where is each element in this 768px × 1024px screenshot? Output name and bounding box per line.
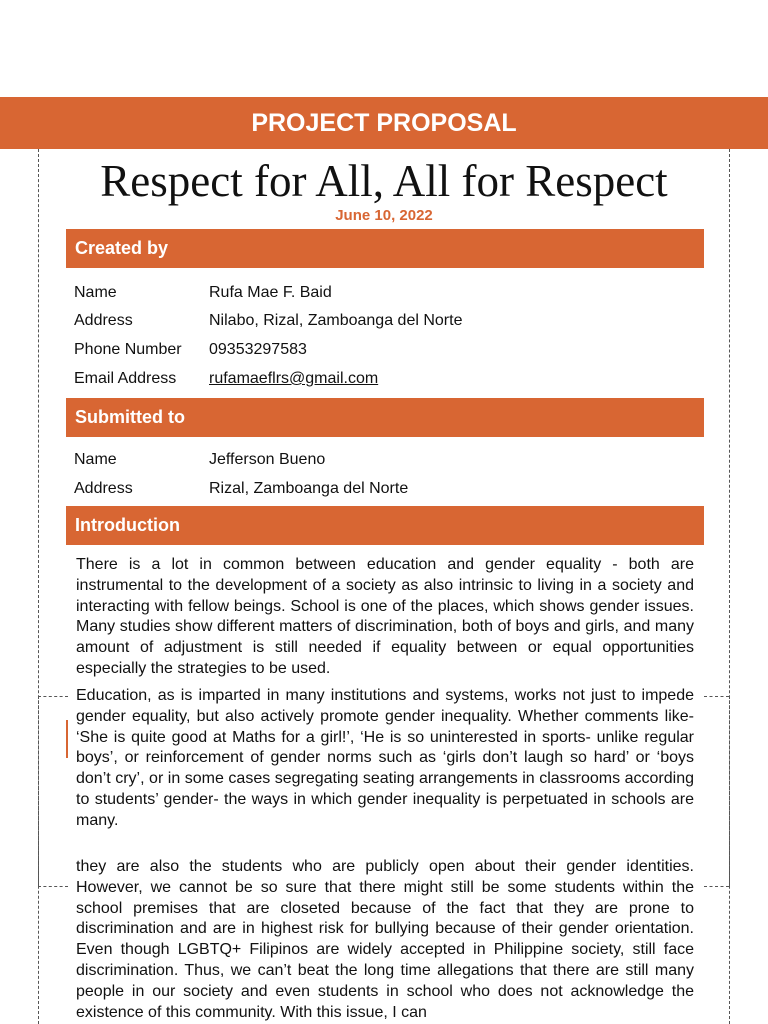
creator-phone-value: 09353297583: [209, 341, 307, 358]
creator-email-label: Email Address: [74, 370, 177, 387]
creator-name-value: Rufa Mae F. Baid: [209, 284, 332, 301]
introduction-paragraph-3: they are also the students who are publicly open about their gender identities. However, we cannot be so sure that there might still be some students within the school premises that are closeted because of the fact that they are prone to discrimination and are in highest risk for bullying because of their gender orientation. Even though LGBTQ+ Filipinos are widely accepted in Philippine society, still face discrimination. Thus, we can’t beat the long time allegations that there are still many people in our society and even students in school who does not acknowledge the existence of this community. With this issue, I can: [76, 858, 694, 1021]
creator-name-label: Name: [74, 284, 117, 301]
frame-top-right-dash: [704, 696, 729, 697]
submitted-to-heading-label: Submitted to: [75, 407, 185, 427]
created-by-heading-label: Created by: [75, 238, 169, 258]
submitted-to-heading: [66, 398, 704, 437]
text-cursor-marker: [66, 720, 68, 758]
frame-left-line: [38, 149, 39, 1024]
document-date: June 10, 2022: [335, 207, 433, 224]
frame-bottom-right-dash: [704, 886, 729, 887]
frame-right-line: [729, 149, 730, 1024]
introduction-paragraph-1: There is a lot in common between education and gender equality - both are instrumental to the development of a society as also intrinsic to living in a society and interacting with fellow beings. School is one of the places, which shows gender issues. Many studies show different matters of discrimination, both of boys and girls, and many amount of adjustment is still needed if equality between or equal opportunities especially the strategies to be used.: [76, 556, 694, 677]
creator-address-label: Address: [74, 312, 133, 329]
proposal-header-bar: [0, 97, 768, 149]
frame-top-left-dash: [38, 696, 68, 697]
recipient-name-label: Name: [74, 451, 117, 468]
recipient-address-label: Address: [74, 480, 133, 497]
document-title: Respect for All, All for Respect: [100, 156, 668, 206]
introduction-heading-label: Introduction: [75, 515, 180, 535]
introduction-paragraph-2: Education, as is imparted in many institutions and systems, works not just to impede gender equality, but also actively promote gender inequality. Whether comments like- ‘She is quite good at Maths for a girl!’, ‘He is so uninterested in sports- unlike regular boys’, or reinforcement of gender norms such as ‘girls don’t laugh so hard’ or ‘boys don’t cry’, or in some cases segregating seating arrangements in classrooms according to students’ gender- the ways in which gender inequality is perpetuated in schools are many.: [76, 687, 694, 829]
recipient-address-value: Rizal, Zamboanga del Norte: [209, 480, 409, 497]
frame-inner-right-line: [729, 696, 730, 886]
creator-phone-label: Phone Number: [74, 341, 182, 358]
recipient-name-value: Jefferson Bueno: [209, 451, 326, 468]
created-by-heading: [66, 229, 704, 268]
frame-bottom-left-dash: [38, 886, 68, 887]
frame-inner-left-line: [38, 696, 39, 886]
proposal-header-label: PROJECT PROPOSAL: [251, 108, 517, 137]
creator-address-value: Nilabo, Rizal, Zamboanga del Norte: [209, 312, 463, 329]
introduction-heading: [66, 506, 704, 545]
creator-email-link[interactable]: rufamaeflrs@gmail.com: [209, 370, 379, 387]
